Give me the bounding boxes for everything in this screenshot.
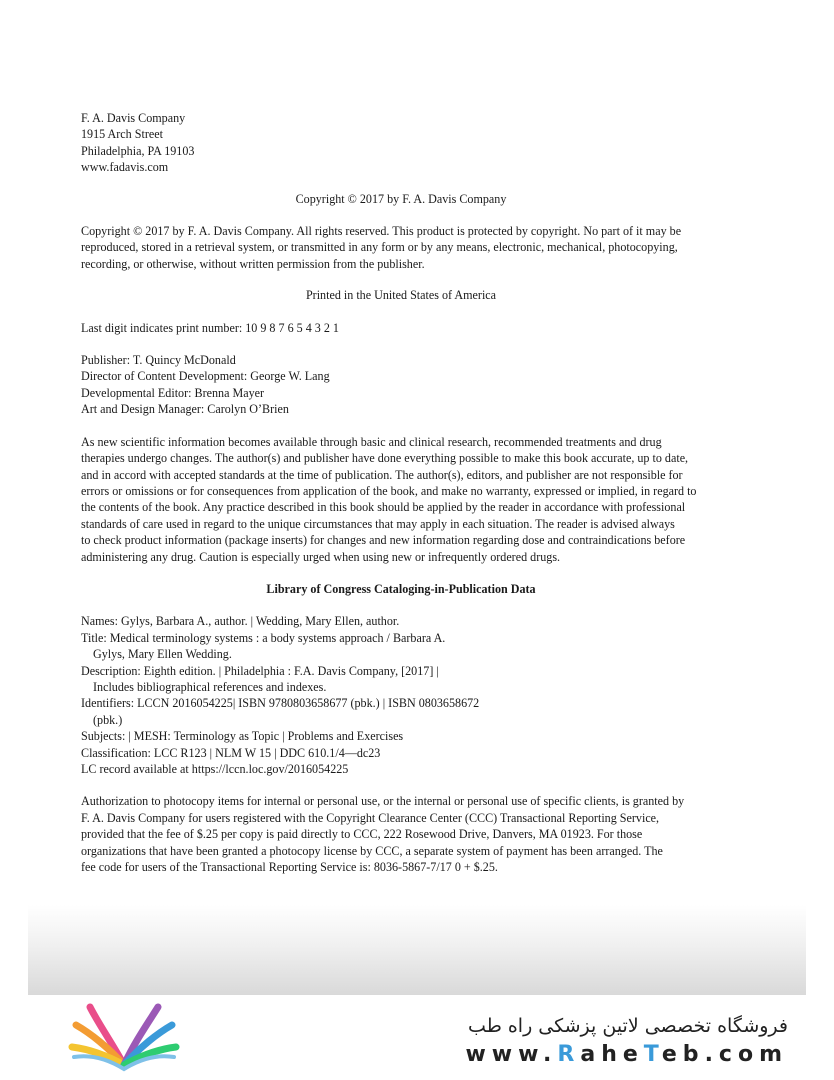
cip-heading: Library of Congress Cataloging-in-Publication Data xyxy=(266,581,536,596)
disclaimer-line: therapies undergo changes. The author(s) and publisher have done everything possible to make this book accurate, up to date, xyxy=(81,451,689,466)
credit-publisher: Publisher: T. Quincy McDonald xyxy=(81,353,236,368)
disclaimer-line: administering any drug. Caution is especially urged when using new or infrequently ordered drugs. xyxy=(81,549,561,564)
store-url-part: eb xyxy=(661,1042,705,1067)
print-number: Last digit indicates print number: 10 9 8 7 6 5 4 3 2 1 xyxy=(81,320,339,335)
disclaimer xyxy=(81,434,721,565)
authorization-line: organizations that have been granted a photocopy license by CCC, a separate system of payment has been arranged. The xyxy=(81,843,663,858)
cip-description-cont: Includes bibliographical references and indexes. xyxy=(93,679,327,694)
copyright-paragraph xyxy=(81,223,721,272)
address-city: Philadelphia, PA 19103 xyxy=(81,143,195,158)
open-book-icon xyxy=(68,1003,180,1075)
credits xyxy=(81,352,721,418)
copyright-paragraph-line: recording, or otherwise, without written permission from the publisher. xyxy=(81,256,425,271)
cip-title-cont: Gylys, Mary Ellen Wedding. xyxy=(93,647,232,662)
cip-subjects: Subjects: | MESH: Terminology as Topic | Problems and Exercises xyxy=(81,729,404,744)
credit-art-manager: Art and Design Manager: Carolyn O’Brien xyxy=(81,402,289,417)
disclaimer-line: to check product information (package inserts) for changes and new information regarding dose and contraindications before xyxy=(81,533,686,548)
cip-title: Title: Medical terminology systems : a body systems approach / Barbara A. xyxy=(81,630,446,645)
address-website: www.fadavis.com xyxy=(81,160,169,175)
copyright-line: Copyright © 2017 by F. A. Davis Company xyxy=(295,191,507,206)
store-url-part: R xyxy=(557,1042,581,1067)
printed-in: Printed in the United States of America xyxy=(305,288,497,303)
store-name-persian: فروشگاه تخصصی لاتین پزشکی راه طب xyxy=(468,1015,788,1037)
page-content xyxy=(81,110,721,875)
cip-data xyxy=(81,613,721,777)
copyright-paragraph-line: Copyright © 2017 by F. A. Davis Company. All rights reserved. This product is protected by copyright. No part of it may be xyxy=(81,224,682,239)
disclaimer-line: and in accord with accepted standards at the time of publication. The author(s), editors, and publisher are not responsible for xyxy=(81,467,683,482)
store-url xyxy=(465,1042,788,1067)
disclaimer-line: standards of care used in regard to the unique circumstances that may apply in each situation. The reader is advised always xyxy=(81,516,675,531)
store-url-part: ahe xyxy=(580,1042,644,1067)
disclaimer-line: As new scientific information becomes available through basic and clinical research, recommended treatments and drug xyxy=(81,434,662,449)
watermark-footer xyxy=(0,995,834,1080)
authorization-line: F. A. Davis Company for users registered with the Copyright Clearance Center (CCC) Transactional Reporting Service, xyxy=(81,810,660,825)
credit-content-director: Director of Content Development: George W. Lang xyxy=(81,369,330,384)
store-url-part: T xyxy=(643,1042,662,1067)
cip-classification: Classification: LCC R123 | NLM W 15 | DDC 610.1/4—dc23 xyxy=(81,745,381,760)
authorization-line: Authorization to photocopy items for internal or personal use, or the internal or personal use of specific clients, is granted by xyxy=(81,794,685,809)
cip-identifiers-cont: (pbk.) xyxy=(93,712,123,727)
disclaimer-line: errors or omissions or for consequences from application of the book, and make no warranty, expressed or implied, in regard to xyxy=(81,483,697,498)
cip-description: Description: Eighth edition. | Philadelphia : F.A. Davis Company, [2017] | xyxy=(81,663,439,678)
authorization xyxy=(81,793,721,875)
page-shadow xyxy=(28,905,806,995)
address-street: 1915 Arch Street xyxy=(81,127,163,142)
cip-names: Names: Gylys, Barbara A., author. | Wedding, Mary Ellen, author. xyxy=(81,614,400,629)
store-url-part: www. xyxy=(465,1042,558,1067)
cip-lc-record: LC record available at https://lccn.loc.gov/2016054225 xyxy=(81,762,349,776)
address-company: F. A. Davis Company xyxy=(81,111,186,125)
copyright-paragraph-line: reproduced, stored in a retrieval system, or transmitted in any form or by any means, electronic, mechanical, photocopying, xyxy=(81,240,678,255)
cip-identifiers: Identifiers: LCCN 2016054225| ISBN 9780803658677 (pbk.) | ISBN 0803658672 xyxy=(81,696,480,711)
credit-developmental-editor: Developmental Editor: Brenna Mayer xyxy=(81,385,265,400)
publisher-address xyxy=(81,110,721,176)
disclaimer-line: the contents of the book. Any practice described in this book should be applied by the reader in accordance with professional xyxy=(81,500,686,515)
authorization-line: provided that the fee of $.25 per copy is paid directly to CCC, 222 Rosewood Drive, Danvers, MA 01923. For those xyxy=(81,827,643,842)
authorization-line: fee code for users of the Transactional Reporting Service is: 8036-5867-7/17 0 + $.25. xyxy=(81,860,498,875)
store-url-part: .com xyxy=(704,1042,788,1067)
